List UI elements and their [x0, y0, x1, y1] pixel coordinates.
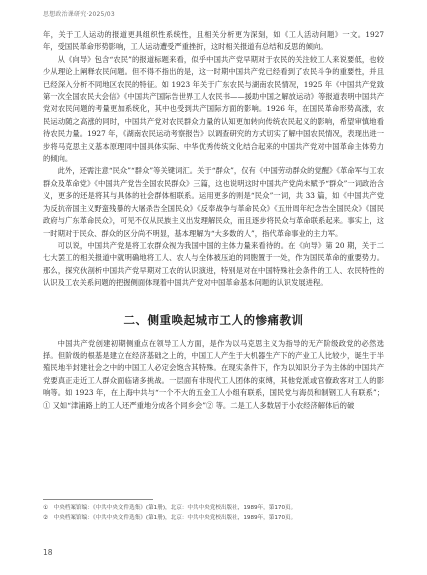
footnote-divider: [43, 499, 153, 500]
page-number: 18: [43, 548, 53, 557]
paragraph: 中国共产党创建初期侧重点在领导工人方面，是作为以马克思主义为指导的无产阶级政党的必然选择。但阶级的根基是建立在经济基础之上的，中国工人产生于大机器生产下的产业工人比较少，诞生于半殖民地半封建社会之中的中国工人必定会饱含其特殊。在现实条件下，作为以知识分子为主体的中国共产党要真正走近工人群众面临诸多挑战。一层面有非现代工人团体的束缚，其他党派或官僚政客对工人的影响等。如 1923 年，在上海中共与“一个不大的五金工人小组有联系，国民党与海员和制钢工人有联系”；① 又如“津浦路上的工人还严重地分成各个同乡会”② 等。二是工人多数居于小农经济解体后的破: [43, 338, 384, 410]
footnote: ① 中央档案馆编：《中共中央文件选集》(第1册)，北京：中共中央党校出版社，1989年，第170页。: [43, 505, 297, 511]
footnotes: [43, 504, 384, 523]
body-text: [43, 29, 384, 412]
paragraph: 年，关于工人运动的报道更具组织性系统性，且相关分析更为深刻，如《工人活动问题》一文。1927 年，受国民革命形势影响，工人运动遭受严重挫折，这时相关报道有总结和反思的倾向。: [43, 30, 384, 52]
paragraph: 可以说，中国共产党是将工农群众视为我国中国的主体力量来看待的。在《向导》第 20 期，关于二七大罢工的相关报道中就明确地将工人、农人与全体被压迫的同胞置于一处，作为国民革命的重要势力。那么，探究伙剖析中国共产党早期对工农的认识演进，特别是对在中国特殊社会条件的工人、农民特性的认识及工农关系问题的把握侧面体现着中国共产党对中国革命基本问题的认识发展进程。: [43, 240, 384, 288]
paragraph: 此外，还需注意“民众”“群众”等关键词汇。关于“群众”，仅有《中国劳动群众的觉醒》《革命军与工农群众及革命党》《中国共产党告全国农民群众》三篇，这也说明这时中国共产党尚未赋予“群众”一词政治含义，更多的还是将其与具体的社会群体相联系。运用更多的则是“民众”一词，共 33 篇，如《中国共产党为反抗帝国主义野蛮残暴的大屠杀告全国民众》《反奉战争与革命民众》《五卅周年纪念告全国民众》《国民政府与广东革命民众》，可见不仅从民族主义出发理解民众，而且逐步将民众与革命联系起来。事实上，这一时期对于民众、群众的区分尚不明显，基本理解为“大多数的人”，指代革命事业的主力军。: [43, 166, 384, 238]
paragraph: 从《向导》包含“农民”的报道标题来看，似乎中国共产党早期对于农民的关注较工人来说要低，也较少从理论上阐释农民问题。但不得不指出的是，这一时期中国共产党已经看到了农民斗争的重要性，并且已经深入分析不同地区农民的特征。如 1923 年关于广东农民与湖南农民情况，1925 年《中国共产党致第一次全国农民大会信》《中国共产国际告世界工人农民书——援助中国之解放运动》等报道表明中国共产党对农民问题的考量更加系统化，其中也受到共产国际方面的影响。1926 年，在国民革命形势高涨，农民运动随之高涨的同时，中国共产党对农民群众力量的认知更加转向传统农民起义的影响，希望审慎地看待农民力量。1927 年，《湖南农民运动考察报告》以调查研究的方式切实了解中国农民情况，表现出进一步将马克思主义基本原理同中国具体实际、中华优秀传统文化结合起来的中国共产党对中国革命主体势力的倾向。: [43, 54, 384, 164]
footnote: ② 中央档案馆编：《中共中央文件选集》(第1册)，北京：中共中央党校出版社，1989年，第170页。: [43, 514, 297, 521]
running-head: 思想政治课研究·2025/03: [43, 11, 115, 18]
section-heading: 二、侧重唤起城市工人的惨痛教训: [123, 312, 304, 327]
